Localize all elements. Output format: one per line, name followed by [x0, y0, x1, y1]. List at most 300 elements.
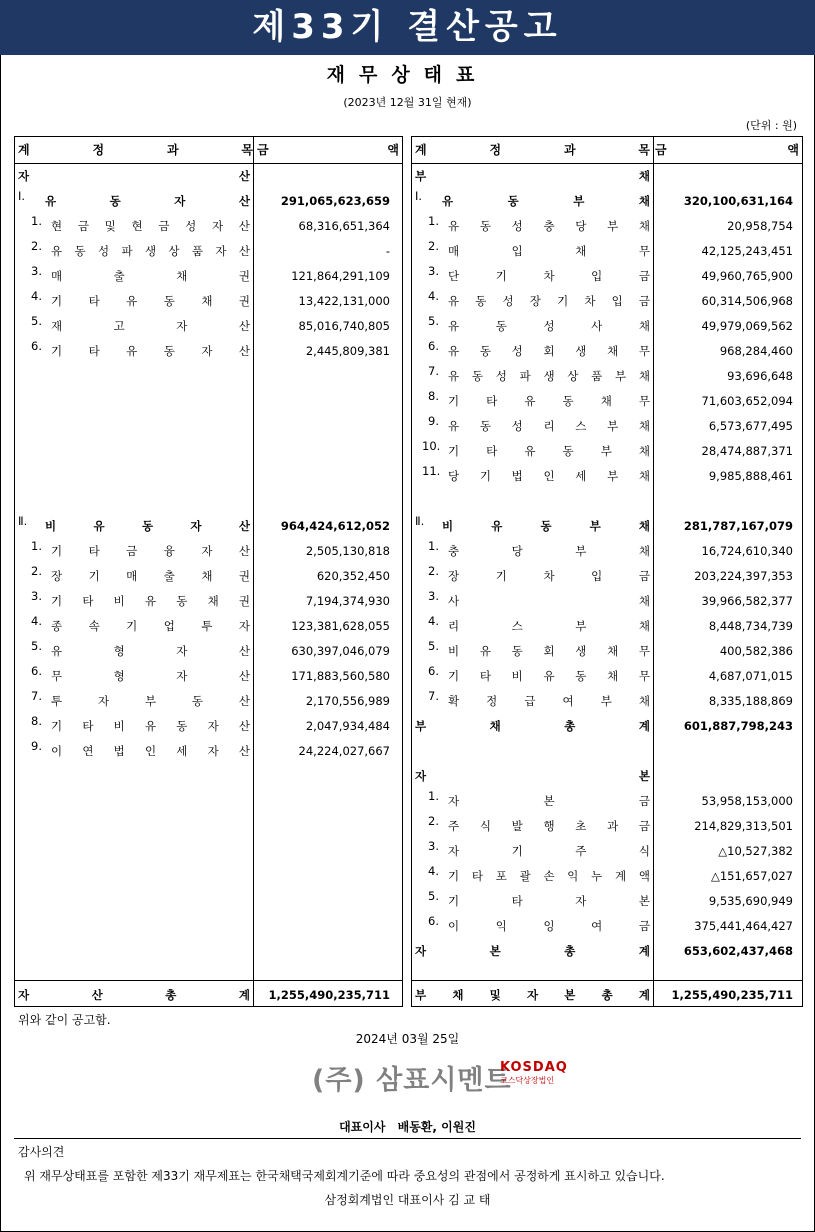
- table-row: [412, 589, 802, 614]
- label-char: 채: [201, 294, 213, 308]
- label-char: 타: [82, 594, 94, 608]
- label-char: 부: [575, 544, 587, 558]
- item-number: 1.: [428, 539, 439, 553]
- label-char: 본: [638, 769, 650, 783]
- account-label: [415, 939, 650, 964]
- label-char: 채: [607, 644, 619, 658]
- item-number: 2.: [31, 564, 42, 578]
- item-number: 8.: [428, 389, 439, 403]
- label-char: 업: [163, 619, 175, 633]
- label-char: 손: [543, 869, 555, 883]
- label-char: 이: [51, 744, 63, 758]
- table-row: [15, 189, 402, 214]
- item-number: 5.: [428, 639, 439, 653]
- label-char: 자: [176, 319, 188, 333]
- label-char: 자: [207, 719, 219, 733]
- label-char: 급: [524, 694, 536, 708]
- label-char: 액: [387, 143, 399, 157]
- table-row: [15, 264, 402, 289]
- label-char: 상: [567, 369, 579, 383]
- amount-cell: △151,657,027: [710, 869, 793, 883]
- amount-cell: 653,602,437,468: [683, 944, 793, 958]
- label-char: 무: [638, 344, 650, 358]
- label-char: 익: [495, 919, 507, 933]
- label-char: 동: [471, 369, 483, 383]
- table-row: [412, 214, 802, 239]
- label-char: 잉: [543, 919, 555, 933]
- table-row: [412, 639, 802, 664]
- label-char: 유: [144, 719, 157, 733]
- label-char: 타: [471, 869, 483, 883]
- label-char: 자: [201, 544, 213, 558]
- label-char: 계: [638, 944, 650, 958]
- label-char: 주: [575, 844, 587, 858]
- item-number: 6.: [31, 339, 42, 353]
- label-char: 산: [238, 319, 250, 333]
- label-char: 총: [165, 988, 177, 1002]
- label-char: 사: [591, 319, 603, 333]
- label-char: 유: [144, 594, 157, 608]
- label-char: 충: [448, 544, 460, 558]
- label-char: 비: [511, 669, 523, 683]
- label-char: 여: [562, 694, 574, 708]
- label-char: 채: [575, 244, 587, 258]
- table-row: [15, 214, 402, 239]
- label-char: 부: [144, 694, 157, 708]
- label-char: 포: [495, 869, 507, 883]
- label-char: 산: [238, 694, 250, 708]
- item-number: 9.: [31, 739, 42, 753]
- label-char: 금: [638, 294, 650, 308]
- item-number: 6.: [428, 339, 439, 353]
- label-char: 채: [638, 594, 650, 608]
- amount-cell: 16,724,610,340: [701, 544, 793, 558]
- label-char: 성: [511, 344, 523, 358]
- table-row: [412, 289, 802, 314]
- item-number: 2.: [31, 239, 42, 253]
- label-char: 채: [638, 544, 650, 558]
- amount-cell: 121,864,291,109: [291, 269, 390, 283]
- label-char: 타: [88, 294, 100, 308]
- label-char: 동: [562, 444, 574, 458]
- label-char: 유: [448, 344, 460, 358]
- label-char: 유: [448, 369, 460, 383]
- label-char: 동: [479, 219, 491, 233]
- label-char: 산: [238, 169, 250, 183]
- label-char: 유: [448, 294, 460, 308]
- label-char: 채: [201, 569, 213, 583]
- label-char: 타: [486, 444, 498, 458]
- label-char: 부: [600, 694, 612, 708]
- table-row: [412, 714, 802, 739]
- item-number: 3.: [428, 839, 439, 853]
- label-char: 장: [529, 294, 541, 308]
- label-char: 법: [113, 744, 125, 758]
- label-char: 비: [45, 519, 57, 533]
- label-char: 당: [511, 544, 523, 558]
- item-number: Ⅱ.: [18, 514, 28, 528]
- account-label: [45, 514, 250, 539]
- account-label: [51, 239, 250, 264]
- table-row: [412, 539, 802, 564]
- label-char: 목: [638, 143, 650, 157]
- label-char: 상: [168, 244, 180, 258]
- label-char: 자: [18, 988, 30, 1002]
- label-char: 및: [104, 219, 116, 233]
- label-char: 액: [787, 143, 799, 157]
- label-char: 산: [238, 744, 250, 758]
- announcement-banner: 제33기 결산공고: [0, 0, 815, 55]
- label-char: 부: [607, 219, 619, 233]
- label-char: 입: [591, 569, 603, 583]
- label-char: 기: [511, 844, 523, 858]
- label-char: 출: [113, 269, 125, 283]
- label-char: 유: [524, 444, 536, 458]
- label-char: 당: [575, 219, 587, 233]
- label-char: 기: [495, 269, 507, 283]
- label-char: 차: [584, 294, 596, 308]
- audit-heading: 감사의견: [18, 1145, 65, 1159]
- account-label: [448, 689, 650, 714]
- label-char: 입: [591, 269, 603, 283]
- label-char: 과: [607, 819, 619, 833]
- amount-cell: 49,960,765,900: [701, 269, 793, 283]
- table-row: [412, 689, 802, 714]
- account-label: [415, 164, 650, 189]
- label-char: 리: [448, 619, 460, 633]
- label-char: 기: [448, 669, 460, 683]
- label-char: 과: [563, 143, 576, 157]
- account-label: [448, 589, 650, 614]
- ceo-names: 배동환, 이원진: [397, 1120, 476, 1134]
- table-row: [15, 164, 402, 189]
- label-char: 부: [589, 519, 601, 533]
- account-label: [51, 739, 250, 764]
- label-char: 산: [91, 988, 103, 1002]
- label-char: 무: [638, 244, 650, 258]
- label-char: 기: [557, 294, 569, 308]
- label-char: 금: [638, 919, 650, 933]
- item-number: 4.: [428, 289, 439, 303]
- label-char: 유: [448, 319, 460, 333]
- table-row: [412, 264, 802, 289]
- label-char: 기: [51, 294, 63, 308]
- item-number: 5.: [31, 314, 42, 328]
- label-char: 단: [448, 269, 460, 283]
- label-char: 입: [511, 244, 523, 258]
- label-char: 채: [638, 419, 650, 433]
- item-number: Ⅰ.: [18, 189, 26, 203]
- amount-cell: 281,787,167,079: [683, 519, 793, 533]
- label-char: 권: [238, 594, 250, 608]
- account-header: [415, 137, 650, 163]
- account-label: [448, 664, 650, 689]
- total-row: [15, 983, 402, 1008]
- label-char: 장: [51, 569, 63, 583]
- table-row: [15, 289, 402, 314]
- label-char: 계: [18, 143, 30, 157]
- label-char: 유: [491, 519, 503, 533]
- label-char: 품: [591, 369, 603, 383]
- amount-cell: △10,527,382: [718, 844, 793, 858]
- label-char: 생: [144, 244, 157, 258]
- label-char: 비: [442, 519, 454, 533]
- label-char: 산: [238, 244, 250, 258]
- account-label: [448, 264, 650, 289]
- table-row: [15, 689, 402, 714]
- label-char: 성: [502, 294, 514, 308]
- label-char: 동: [191, 694, 204, 708]
- label-char: 권: [238, 269, 250, 283]
- table-row: [15, 714, 402, 739]
- amount-cell: 39,966,582,377: [701, 594, 793, 608]
- kosdaq-logo: [500, 1060, 568, 1086]
- account-label: [45, 189, 250, 214]
- label-char: 생: [575, 344, 587, 358]
- label-char: 비: [113, 719, 125, 733]
- account-label: [442, 189, 650, 214]
- label-char: 차: [543, 269, 555, 283]
- label-char: 금: [638, 569, 650, 583]
- divider: [14, 1138, 801, 1139]
- amount-cell: 620,352,450: [316, 569, 390, 583]
- label-char: 동: [495, 319, 507, 333]
- label-char: 자: [448, 844, 460, 858]
- label-char: 비: [113, 594, 125, 608]
- label-char: 성: [511, 219, 523, 233]
- label-char: 형: [113, 669, 125, 683]
- item-number: 5.: [31, 639, 42, 653]
- item-number: 8.: [31, 714, 42, 728]
- account-label: [448, 789, 650, 814]
- item-number: 1.: [428, 789, 439, 803]
- label-char: 액: [638, 869, 650, 883]
- account-label: [448, 614, 650, 639]
- label-char: 산: [238, 544, 250, 558]
- label-char: 및: [489, 988, 501, 1002]
- label-char: 부: [415, 988, 427, 1002]
- label-char: 자: [176, 669, 188, 683]
- amount-header: [257, 137, 399, 163]
- label-char: 속: [88, 619, 100, 633]
- account-label: [448, 339, 650, 364]
- label-char: 유: [524, 394, 536, 408]
- item-number: 6.: [428, 914, 439, 928]
- item-number: 3.: [428, 264, 439, 278]
- account-label: [448, 564, 650, 589]
- table-row: [15, 514, 402, 539]
- label-char: 재: [51, 319, 63, 333]
- label-char: 충: [543, 219, 555, 233]
- label-char: 자: [526, 988, 539, 1002]
- amount-cell: 630,397,046,079: [291, 644, 390, 658]
- label-char: 차: [543, 569, 555, 583]
- total-amount: 1,255,490,235,711: [671, 988, 793, 1002]
- table-row: [412, 189, 802, 214]
- ceo-line: [0, 1118, 815, 1135]
- label-char: 부: [415, 719, 427, 733]
- label-char: 자: [448, 794, 460, 808]
- label-char: 매: [448, 244, 460, 258]
- table-row: [15, 664, 402, 689]
- account-label: [442, 514, 650, 539]
- label-char: 자: [575, 894, 587, 908]
- amount-cell: 20,958,754: [727, 219, 793, 233]
- label-char: 부: [575, 619, 587, 633]
- label-char: 부: [415, 169, 427, 183]
- label-char: 채: [176, 269, 188, 283]
- label-char: 세: [176, 744, 188, 758]
- label-char: 산: [238, 669, 250, 683]
- label-char: 현: [51, 219, 63, 233]
- label-char: 식: [638, 844, 650, 858]
- label-char: 계: [238, 988, 250, 1002]
- table-row: [412, 864, 802, 889]
- account-label: [51, 714, 250, 739]
- label-char: 회: [543, 344, 555, 358]
- total-label: [18, 983, 250, 1008]
- label-char: 성: [97, 244, 110, 258]
- label-char: 유: [45, 194, 57, 208]
- statement-title: 재무상태표: [326, 64, 489, 86]
- label-char: 금: [638, 819, 650, 833]
- label-char: 자: [211, 219, 224, 233]
- label-char: 자: [97, 694, 110, 708]
- label-char: 부: [600, 444, 612, 458]
- item-number: 6.: [31, 664, 42, 678]
- label-char: 계: [415, 143, 427, 157]
- label-char: 자: [18, 169, 30, 183]
- account-label: [448, 839, 650, 864]
- label-char: 동: [74, 244, 86, 258]
- account-label: [51, 639, 250, 664]
- label-char: 유: [126, 344, 138, 358]
- label-char: 사: [448, 594, 460, 608]
- amount-cell: 171,883,560,580: [291, 669, 390, 683]
- label-char: 인: [144, 744, 157, 758]
- item-number: 7.: [428, 689, 439, 703]
- account-label: [448, 414, 650, 439]
- label-char: 채: [638, 619, 650, 633]
- label-char: 누: [591, 869, 603, 883]
- label-char: 성: [185, 219, 197, 233]
- label-char: 회: [543, 644, 555, 658]
- label-char: 동: [176, 594, 188, 608]
- label-char: 유: [126, 294, 138, 308]
- label-char: 동: [479, 344, 491, 358]
- statement-date: (2023년 12월 31일 현재): [343, 96, 472, 109]
- label-char: 기: [448, 869, 460, 883]
- label-char: 당: [448, 469, 460, 483]
- table-row: [412, 614, 802, 639]
- label-char: 유: [442, 194, 454, 208]
- label-char: 부: [607, 419, 619, 433]
- label-char: 정: [486, 694, 498, 708]
- item-number: 3.: [31, 264, 42, 278]
- item-number: 1.: [31, 214, 42, 228]
- label-char: 종: [51, 619, 63, 633]
- label-char: 채: [607, 344, 619, 358]
- table-row: [412, 439, 802, 464]
- item-number: 3.: [428, 589, 439, 603]
- label-char: 금: [257, 143, 269, 157]
- label-char: 자: [176, 644, 188, 658]
- amount-cell: 214,829,313,501: [694, 819, 793, 833]
- amount-cell: 8,335,188,869: [708, 694, 793, 708]
- label-char: 자: [207, 744, 219, 758]
- label-char: 법: [511, 469, 523, 483]
- label-char: 채: [600, 394, 612, 408]
- label-char: 타: [479, 669, 491, 683]
- auditor-signature: 삼정회계법인 대표이사 김 교 태: [324, 1193, 491, 1207]
- item-number: Ⅰ.: [415, 189, 423, 203]
- amount-cell: 68,316,651,364: [298, 219, 390, 233]
- label-char: 산: [238, 194, 250, 208]
- item-number: 5.: [428, 889, 439, 903]
- label-char: 채: [638, 444, 650, 458]
- label-char: 기: [126, 619, 138, 633]
- table-row: [15, 539, 402, 564]
- label-char: 권: [238, 569, 250, 583]
- kosdaq-mark: KOSDAQ: [500, 1060, 568, 1075]
- label-char: 파: [519, 369, 531, 383]
- item-number: 11.: [422, 464, 441, 478]
- label-char: 생: [543, 369, 555, 383]
- table-row: [15, 564, 402, 589]
- label-char: 자: [190, 519, 202, 533]
- account-label: [448, 239, 650, 264]
- label-char: 무: [638, 394, 650, 408]
- table-row: [412, 364, 802, 389]
- label-char: 확: [448, 694, 460, 708]
- table-row: [412, 389, 802, 414]
- label-char: 주: [448, 819, 460, 833]
- amount-cell: 9,985,888,461: [708, 469, 793, 483]
- label-char: 타: [511, 894, 523, 908]
- label-char: 산: [238, 644, 250, 658]
- label-char: 유: [448, 219, 460, 233]
- account-label: [51, 214, 250, 239]
- account-label: [51, 614, 250, 639]
- item-number: 4.: [428, 864, 439, 878]
- label-char: 산: [238, 719, 250, 733]
- label-char: 여: [591, 919, 603, 933]
- label-char: 채: [638, 319, 650, 333]
- notice-date: 2024년 03월 25일: [355, 1032, 460, 1046]
- item-number: 6.: [428, 664, 439, 678]
- label-char: 동: [141, 519, 154, 533]
- label-char: 금: [158, 219, 170, 233]
- label-char: 타: [82, 719, 94, 733]
- amount-cell: 203,224,397,353: [694, 569, 793, 583]
- label-char: 금: [638, 794, 650, 808]
- label-char: 산: [238, 344, 250, 358]
- table-row: [412, 164, 802, 189]
- table-row: [412, 239, 802, 264]
- label-char: 본: [564, 988, 576, 1002]
- label-char: 고: [113, 319, 125, 333]
- amount-cell: 4,687,071,015: [708, 669, 793, 683]
- amount-cell: 24,224,027,667: [298, 744, 390, 758]
- company-logo: (주) 삼표시멘트: [312, 1065, 512, 1096]
- table-row: [412, 839, 802, 864]
- label-char: 유: [93, 519, 105, 533]
- label-char: 금: [126, 544, 138, 558]
- label-char: 익: [567, 869, 579, 883]
- account-label: [448, 389, 650, 414]
- label-char: 동: [562, 394, 574, 408]
- notice-text: 위와 같이 공고함.: [18, 1013, 111, 1027]
